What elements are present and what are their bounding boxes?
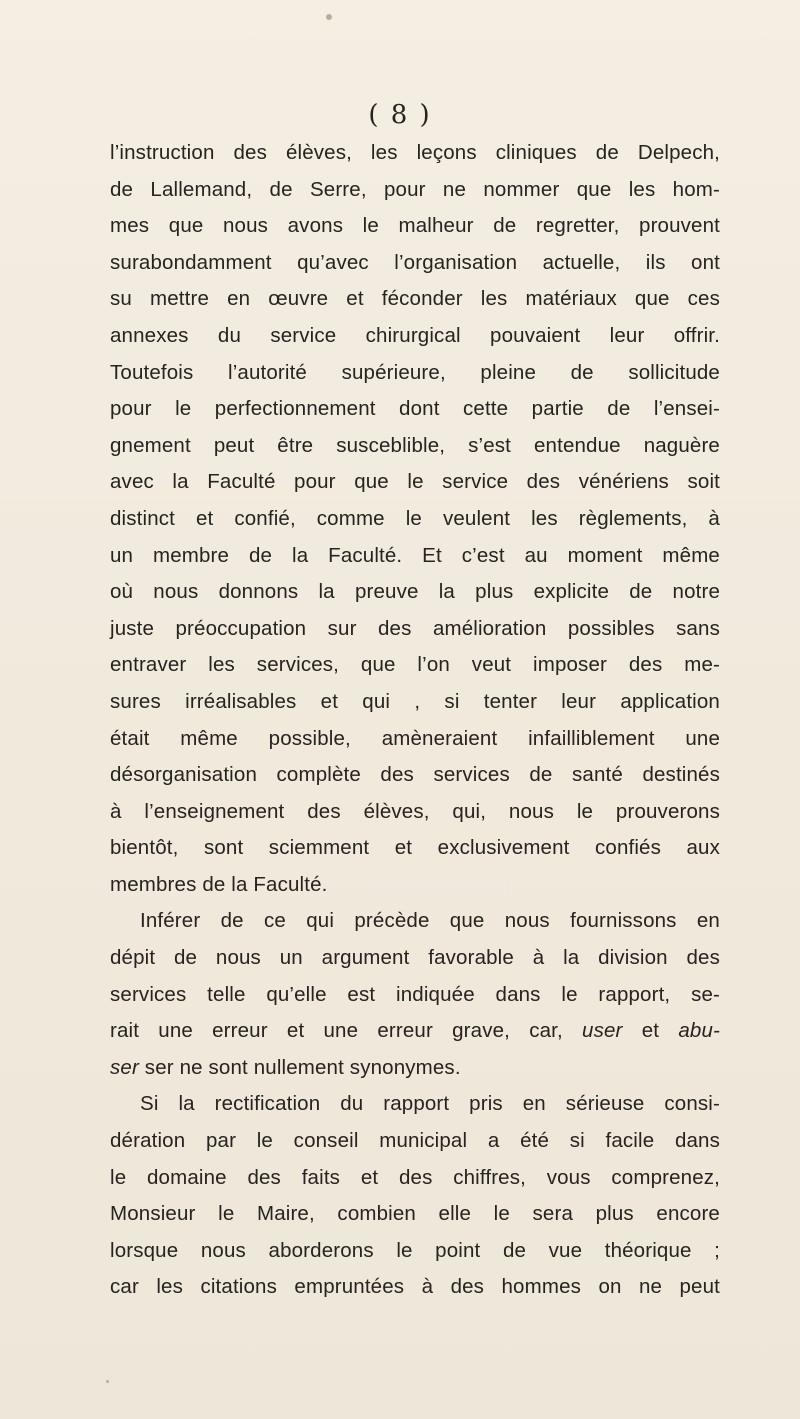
text-line: désorganisation complète des services de santé destinés [110,763,720,787]
text-segment: ser ne sont nullement synonymes. [144,1055,461,1079]
text-line: car les citations empruntées à des hommes on ne peut [110,1275,720,1299]
paragraph-1 [110,135,720,903]
text-line: un membre de la Faculté. Et c’est au moment même [110,543,720,567]
text-line-with-italics [110,1013,720,1050]
text-line: distinct et confié, comme le veulent les règlements, à [110,506,720,530]
italic-word-ser: ser [110,1055,139,1079]
text-line: membres de la Faculté. [110,872,328,896]
text-line: juste préoccupation sur des amélioration possibles sans [110,616,720,640]
text-line: surabondamment qu’avec l’organisation actuelle, ils ont [110,250,720,274]
paper-speck [326,14,332,20]
text-line-with-italics [110,1050,720,1087]
italic-word-abu: abu- [678,1019,720,1043]
text-line: gnement peut être susceblible, s’est entendue naguère [110,433,720,457]
text-line: avec la Faculté pour que le service des vénériens soit [110,470,720,494]
paragraph-2 [110,903,720,1086]
text-line: lorsque nous aborderons le point de vue théorique ; [110,1238,720,1262]
text-segment: rait une erreur et une erreur grave, car, [110,1019,563,1043]
text-line: su mettre en œuvre et féconder les matériaux que ces [110,287,720,311]
text-line: était même possible, amèneraient infailliblement une [110,726,720,750]
text-line: sures irréalisables et qui , si tenter leur application [110,689,720,713]
body-text [110,135,720,1306]
italic-word-user: user [582,1019,623,1043]
text-line: services telle qu’elle est indiquée dans le rapport, se- [110,982,720,1006]
paper-speck [106,1380,109,1383]
text-line: de Lallemand, de Serre, pour ne nommer que les hom- [110,177,720,201]
text-line: à l’enseignement des élèves, qui, nous le prouverons [110,799,720,823]
text-line: Toutefois l’autorité supérieure, pleine de sollicitude [110,360,720,384]
text-line: l’instruction des élèves, les leçons cliniques de Delpech, [110,141,720,164]
text-line: annexes du service chirurgical pouvaient leur offrir. [110,323,720,347]
text-line: dépit de nous un argument favorable à la division des [110,946,720,970]
text-line: mes que nous avons le malheur de regretter, prouvent [110,214,720,238]
text-line: où nous donnons la preuve la plus explicite de notre [110,580,720,604]
text-line: dération par le conseil municipal a été si facile dans [110,1129,720,1153]
text-line: pour le perfectionnement dont cette partie de l’ensei- [110,397,720,421]
text-line: le domaine des faits et des chiffres, vous comprenez, [110,1165,720,1189]
text-line: bientôt, sont sciemment et exclusivement confiés aux [110,836,720,860]
text-line: Inférer de ce qui précède que nous fournissons en [140,909,720,933]
paragraph-3 [110,1086,720,1306]
page-number: ( 8 ) [368,100,432,130]
text-word-et: et [641,1019,660,1043]
text-line: Monsieur le Maire, combien elle le sera plus encore [110,1202,720,1226]
text-line: entraver les services, que l’on veut imposer des me- [110,653,720,677]
text-line: Si la rectification du rapport pris en sérieuse consi- [140,1092,720,1116]
